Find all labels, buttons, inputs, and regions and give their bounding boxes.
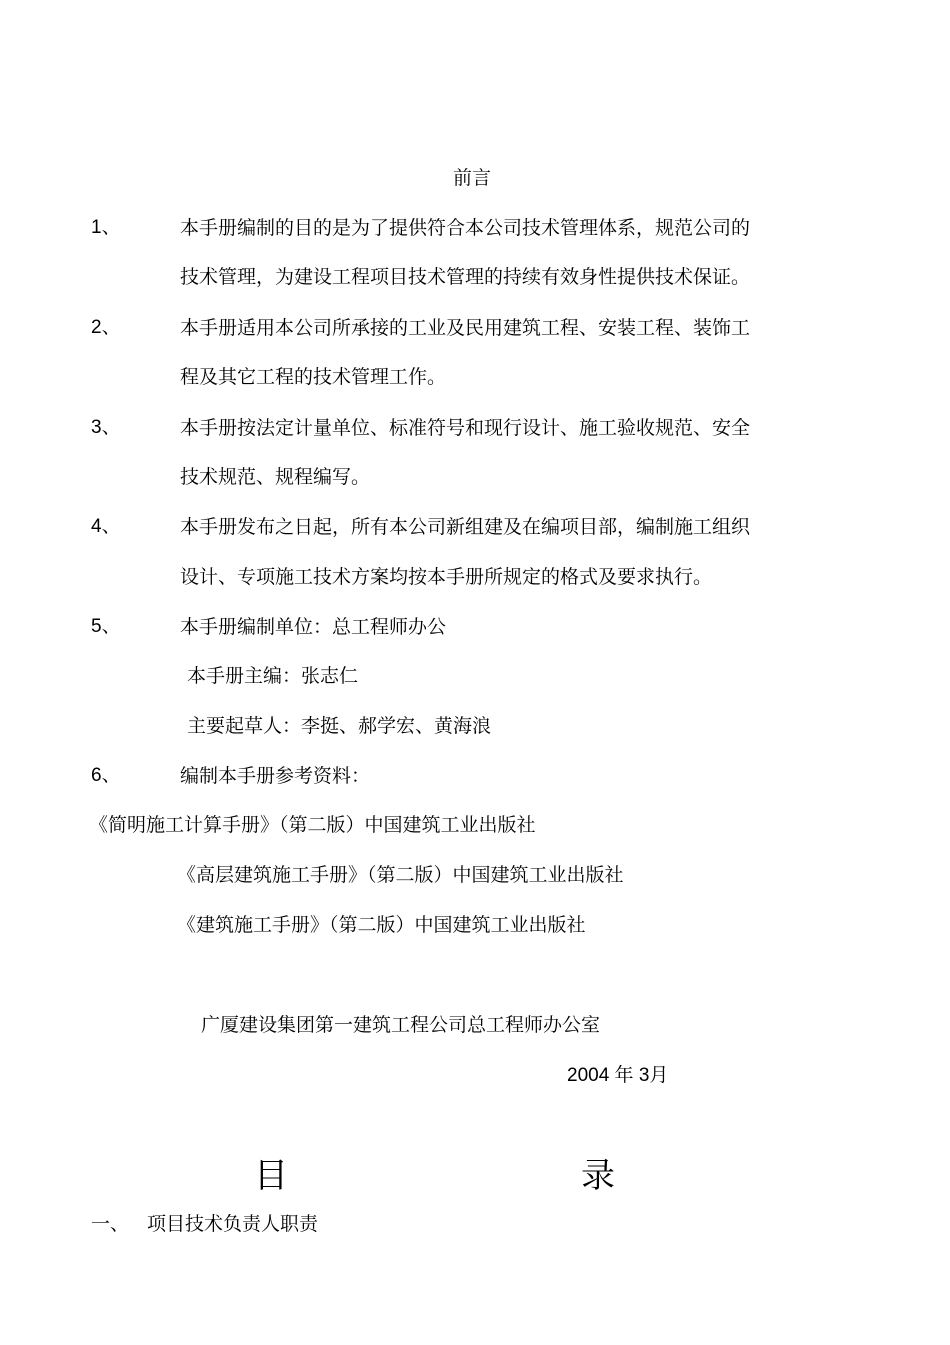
- item-number: 2、: [91, 317, 121, 338]
- reference-item: 《高层建筑施工手册》（第二版）中国建筑工业出版社: [177, 864, 624, 886]
- item-number: 3、: [91, 417, 121, 438]
- item-number: 6、: [91, 765, 121, 786]
- signature-date: 2004 年 3月: [567, 1065, 669, 1086]
- item-text-line: 本手册编制单位：总工程师办公: [180, 616, 447, 638]
- toc-title-right: 录: [581, 1156, 615, 1196]
- item-text-line: 本手册发布之日起，所有本公司新组建及在编项目部，编制施工组织: [180, 516, 751, 538]
- item-number: 1、: [91, 217, 121, 238]
- preface-title: 前言: [453, 167, 492, 189]
- item-text-line: 程及其它工程的技术管理工作。: [180, 366, 447, 388]
- item-text-line: 技术管理，为建设工程项目技术管理的持续有效身性提供技术保证。: [180, 266, 751, 288]
- chief-editor: 本手册主编：张志仁: [187, 665, 359, 687]
- item-text-line: 本手册适用本公司所承接的工业及民用建筑工程、安装工程、装饰工: [180, 317, 751, 339]
- item-number: 4、: [91, 516, 121, 537]
- item-text-line: 技术规范、规程编写。: [180, 466, 371, 488]
- toc-title-left: 目: [254, 1156, 288, 1196]
- item-text-line: 设计、专项施工技术方案均按本手册所规定的格式及要求执行。: [180, 566, 713, 588]
- toc-item-number: 一、: [91, 1213, 130, 1235]
- item-text-line: 本手册编制的目的是为了提供符合本公司技术管理体系，规范公司的: [180, 217, 751, 239]
- toc-item-label: 项目技术负责人职责: [147, 1213, 319, 1235]
- drafters: 主要起草人：李挺、郝学宏、黄海浪: [187, 715, 492, 737]
- signature-organization: 广厦建设集团第一建筑工程公司总工程师办公室: [201, 1014, 601, 1036]
- item-text-line: 编制本手册参考资料：: [180, 765, 371, 787]
- reference-item: 《建筑施工手册》（第二版）中国建筑工业出版社: [177, 914, 586, 936]
- reference-item: 《简明施工计算手册》（第二版）中国建筑工业出版社: [89, 814, 536, 836]
- item-number: 5、: [91, 616, 121, 637]
- item-text-line: 本手册按法定计量单位、标准符号和现行设计、施工验收规范、安全: [180, 417, 751, 439]
